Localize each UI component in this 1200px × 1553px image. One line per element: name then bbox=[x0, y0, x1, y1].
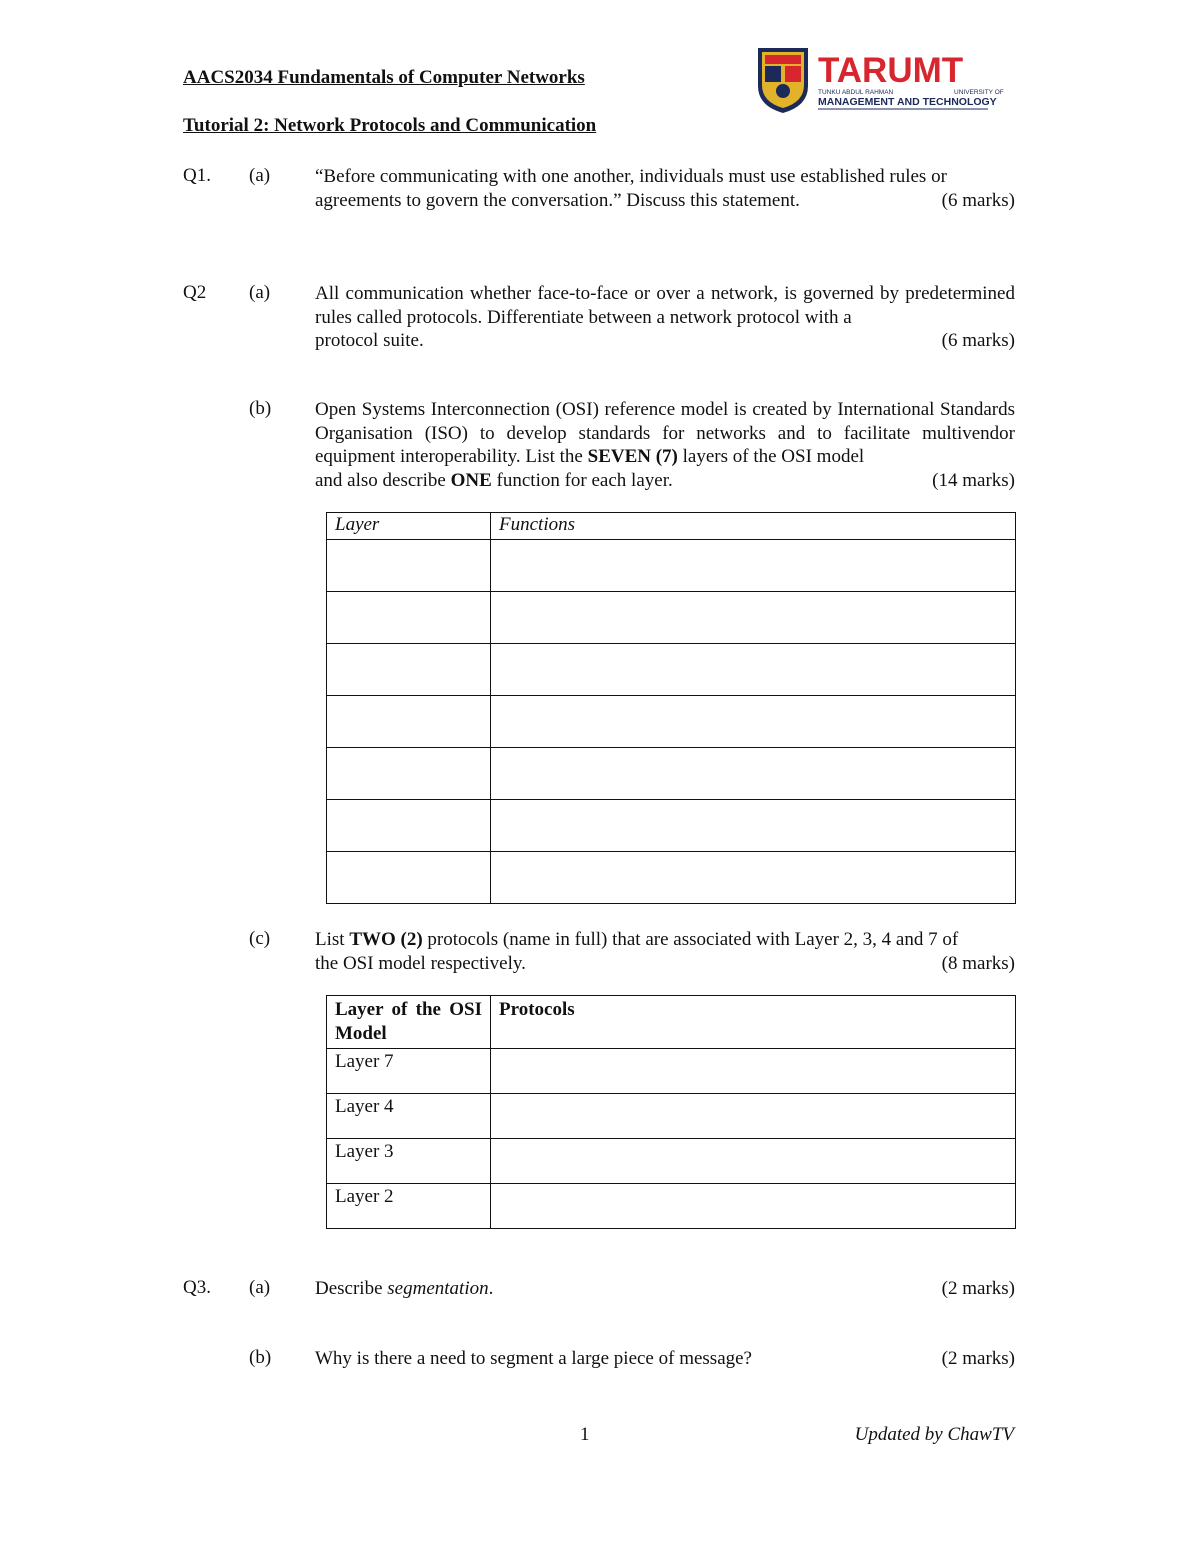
table-row bbox=[327, 644, 1016, 696]
protocols-column-header: Protocols bbox=[491, 996, 1016, 1049]
table-row bbox=[327, 1049, 1016, 1094]
q2a-question bbox=[315, 282, 1015, 353]
table-header-row bbox=[327, 996, 1016, 1049]
q1a-label: (a) bbox=[249, 165, 271, 186]
svg-text:TUNKU ABDUL RAHMAN: TUNKU ABDUL RAHMAN bbox=[818, 89, 894, 96]
q2b-last2: function for each layer. bbox=[491, 469, 673, 491]
layer-cell[interactable] bbox=[327, 644, 491, 696]
protocol-cell[interactable] bbox=[491, 1049, 1016, 1094]
q3a-marks: (2 marks) bbox=[941, 1278, 1015, 1299]
course-title: AACS2034 Fundamentals of Computer Networks bbox=[183, 67, 585, 88]
q3a-italic: segmentation bbox=[387, 1278, 489, 1299]
layer-cell: Layer 7 bbox=[327, 1049, 491, 1094]
q2c-last: the OSI model respectively. bbox=[315, 952, 526, 974]
function-cell[interactable] bbox=[491, 540, 1016, 592]
q2b-last bbox=[315, 469, 673, 493]
q2a-lastline bbox=[315, 329, 1015, 353]
layer-cell[interactable] bbox=[327, 696, 491, 748]
q2a-text: All communication whether face-to-face or over a network, is governed by predetermined rules called protocols. Differentiate between a network protocol with a bbox=[315, 283, 1015, 328]
q3a-question bbox=[315, 1277, 1015, 1301]
svg-text:TARUMT: TARUMT bbox=[818, 51, 964, 90]
function-cell[interactable] bbox=[491, 592, 1016, 644]
table-row bbox=[327, 852, 1016, 904]
q2b-text bbox=[315, 398, 1015, 469]
table-row bbox=[327, 696, 1016, 748]
q3a-text1: Describe bbox=[315, 1278, 388, 1299]
svg-text:MANAGEMENT AND TECHNOLOGY: MANAGEMENT AND TECHNOLOGY bbox=[818, 96, 997, 108]
layer-cell: Layer 3 bbox=[327, 1139, 491, 1184]
function-cell[interactable] bbox=[491, 696, 1016, 748]
q2b-label: (b) bbox=[249, 398, 272, 419]
layer-cell[interactable] bbox=[327, 748, 491, 800]
q3b-question bbox=[315, 1347, 1015, 1371]
q3a-end: . bbox=[488, 1278, 494, 1299]
q2a-label: (a) bbox=[249, 282, 271, 303]
layer-cell[interactable] bbox=[327, 592, 491, 644]
q2b-bold1: SEVEN (7) bbox=[587, 446, 678, 467]
q1a-marks: (6 marks) bbox=[941, 189, 1015, 211]
q3b-label: (b) bbox=[249, 1347, 272, 1368]
q3a-label: (a) bbox=[249, 1277, 271, 1298]
table-header-row bbox=[327, 513, 1016, 540]
table-row bbox=[327, 800, 1016, 852]
table-row bbox=[327, 1094, 1016, 1139]
q2b-question bbox=[315, 398, 1015, 492]
q1a-line2 bbox=[315, 189, 1015, 213]
layer-column-header: Layer bbox=[327, 513, 491, 540]
layer-cell[interactable] bbox=[327, 852, 491, 904]
q3b-marks: (2 marks) bbox=[941, 1348, 1015, 1369]
table-row bbox=[327, 1184, 1016, 1229]
table-row bbox=[327, 748, 1016, 800]
q2b-marks: (14 marks) bbox=[932, 469, 1015, 491]
page-number: 1 bbox=[580, 1424, 590, 1445]
q2c-question bbox=[315, 928, 1015, 975]
osi-layers-table bbox=[326, 512, 1016, 904]
q2b-text2: layers of the OSI model bbox=[677, 446, 865, 467]
protocol-cell[interactable] bbox=[491, 1094, 1016, 1139]
layer-cell[interactable] bbox=[327, 540, 491, 592]
function-cell[interactable] bbox=[491, 852, 1016, 904]
functions-column-header: Functions bbox=[491, 513, 1016, 540]
q2c-bold1: TWO (2) bbox=[349, 929, 423, 950]
q1a-question bbox=[315, 165, 1015, 212]
q3b-text: Why is there a need to segment a large piece of message? bbox=[315, 1348, 752, 1369]
tarumt-logo bbox=[756, 46, 1004, 114]
q3a-text bbox=[315, 1277, 493, 1301]
protocol-cell[interactable] bbox=[491, 1184, 1016, 1229]
tutorial-title: Tutorial 2: Network Protocols and Communication bbox=[183, 115, 597, 136]
function-cell[interactable] bbox=[491, 644, 1016, 696]
q2b-text1: Open Systems Interconnection (OSI) reference model is created by International Standards Organisation (ISO) to develop standards for networks and to facilitate multivendor equipment interoperability. List the bbox=[315, 399, 1015, 467]
q2a-last-text: protocol suite. bbox=[315, 330, 424, 351]
q2c-lastline bbox=[315, 952, 1015, 976]
table-row bbox=[327, 592, 1016, 644]
updated-by: Updated by ChawTV bbox=[854, 1424, 1014, 1445]
q1a-line1: “Before communicating with one another, individuals must use established rules or bbox=[315, 166, 947, 187]
function-cell[interactable] bbox=[491, 800, 1016, 852]
q2b-lastline bbox=[315, 469, 1015, 493]
q3-number: Q3. bbox=[183, 1277, 211, 1298]
q2b-bold2: ONE bbox=[450, 469, 492, 491]
q2-number: Q2 bbox=[183, 282, 207, 303]
q1-number: Q1. bbox=[183, 165, 211, 186]
layer-cell[interactable] bbox=[327, 800, 491, 852]
osi-layer-column-header: Layer of the OSI Model bbox=[327, 996, 491, 1049]
layer-cell: Layer 4 bbox=[327, 1094, 491, 1139]
protocols-table bbox=[326, 995, 1016, 1229]
q2c-text bbox=[315, 928, 1015, 952]
svg-text:UNIVERSITY OF: UNIVERSITY OF bbox=[954, 89, 1004, 96]
q1a-line2-text: agreements to govern the conversation.” Discuss this statement. bbox=[315, 189, 800, 211]
q2a-marks: (6 marks) bbox=[941, 330, 1015, 351]
q2c-marks: (8 marks) bbox=[941, 952, 1015, 974]
function-cell[interactable] bbox=[491, 748, 1016, 800]
q2c-text1: List bbox=[315, 929, 350, 950]
q2c-label: (c) bbox=[249, 928, 271, 949]
layer-cell: Layer 2 bbox=[327, 1184, 491, 1229]
table-row bbox=[327, 540, 1016, 592]
university-crest-icon bbox=[756, 46, 1004, 114]
q2b-last1: and also describe bbox=[315, 469, 451, 491]
q2c-text2: protocols (name in full) that are associated with Layer 2, 3, 4 and 7 of bbox=[422, 929, 959, 950]
protocol-cell[interactable] bbox=[491, 1139, 1016, 1184]
table-row bbox=[327, 1139, 1016, 1184]
